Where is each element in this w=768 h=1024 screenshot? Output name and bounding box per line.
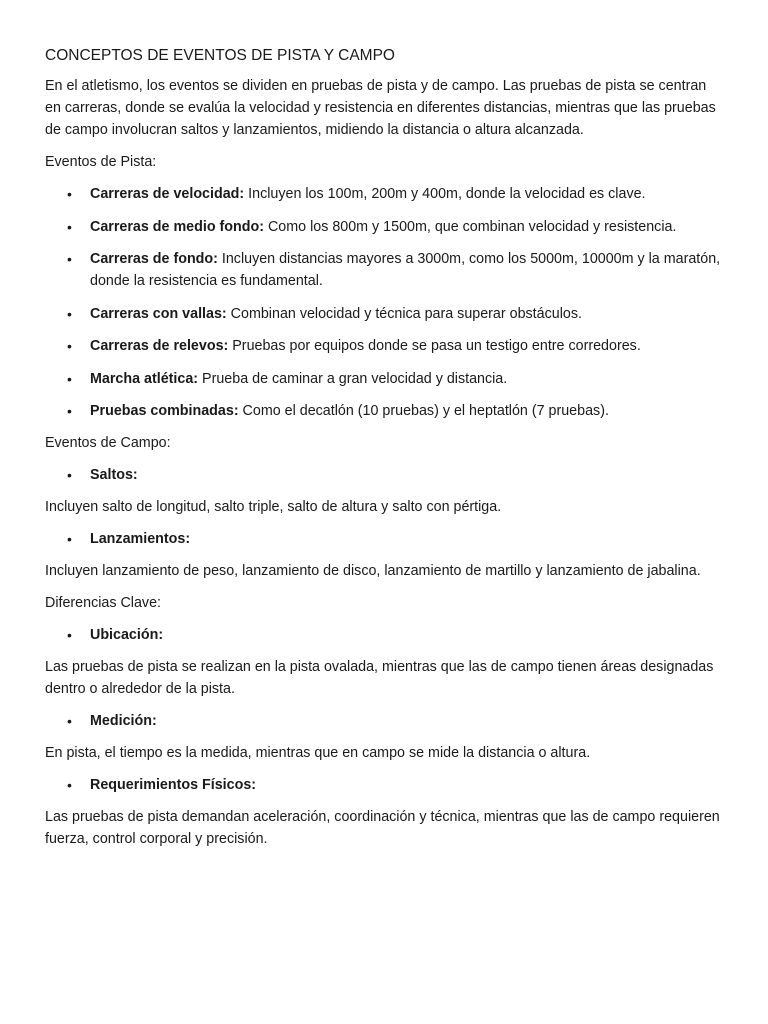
list-item <box>67 528 725 550</box>
bullet-icon: • <box>67 186 72 202</box>
field-item-paragraph: Incluyen salto de longitud, salto triple, salto de altura y salto con pértiga. <box>45 499 502 515</box>
list-item-text: Como los 800m y 1500m, que combinan velocidad y resistencia. <box>263 218 677 235</box>
bullet-icon: • <box>67 403 72 419</box>
list-item <box>67 464 725 486</box>
track-events-list <box>45 183 725 422</box>
differences-heading: Diferencias Clave: <box>45 595 162 611</box>
list-item <box>67 624 725 646</box>
differences-subheading-list <box>45 774 725 796</box>
bullet-icon: • <box>67 370 72 387</box>
field-events-heading: Eventos de Campo: <box>45 435 171 451</box>
bullet-icon: • <box>67 305 72 322</box>
list-item <box>67 710 725 732</box>
bullet-icon: • <box>67 627 72 643</box>
bullet-icon: • <box>67 531 72 547</box>
list-item <box>67 248 725 292</box>
differences-subheading-list <box>45 710 725 732</box>
list-item <box>67 774 725 796</box>
bullet-icon: • <box>67 777 72 793</box>
field-subheading-list <box>45 528 725 550</box>
differences-subheading-list <box>45 624 725 646</box>
document-page <box>45 46 725 860</box>
field-item-paragraph: Incluyen lanzamiento de peso, lanzamiento de disco, lanzamiento de martillo y lanzamiento de jabalina. <box>45 563 701 579</box>
list-item-term: Carreras con vallas: <box>90 305 227 322</box>
list-item-text: Combinan velocidad y técnica para superar obstáculos. <box>226 305 582 322</box>
list-item-term: Ubicación: <box>90 627 164 643</box>
list-item <box>67 400 725 422</box>
list-item-term: Requerimientos Físicos: <box>90 777 257 793</box>
list-item-term: Carreras de velocidad: <box>90 186 245 202</box>
list-item-text: Prueba de caminar a gran velocidad y distancia. <box>198 370 508 387</box>
list-item-term: Medición: <box>90 713 157 729</box>
track-events-heading: Eventos de Pista: <box>45 154 157 170</box>
intro-paragraph: En el atletismo, los eventos se dividen en pruebas de pista y de campo. Las pruebas de pista se centran en carreras, donde se evalúa la velocidad y resistencia en diferentes distancias, mientras que las pruebas de campo involucran saltos y lanzamientos, midiendo la distancia o altura alcanzada. <box>45 78 716 138</box>
list-item <box>67 216 725 238</box>
bullet-icon: • <box>67 251 72 267</box>
list-item-term: Carreras de medio fondo: <box>90 218 264 235</box>
bullet-icon: • <box>67 338 72 354</box>
list-item-term: Marcha atlética: <box>90 370 199 387</box>
difference-paragraph: Las pruebas de pista se realizan en la pista ovalada, mientras que las de campo tienen áreas designadas dentro o alrededor de la pista. <box>45 659 714 697</box>
list-item-text: Pruebas por equipos donde se pasa un testigo entre corredores. <box>228 338 641 354</box>
list-item-term: Lanzamientos: <box>90 531 191 547</box>
difference-paragraph: En pista, el tiempo es la medida, mientras que en campo se mide la distancia o altura. <box>45 745 591 761</box>
list-item <box>67 368 725 390</box>
document-title: CONCEPTOS DE EVENTOS DE PISTA Y CAMPO <box>45 47 395 64</box>
bullet-icon: • <box>67 713 72 729</box>
list-item <box>67 183 725 205</box>
list-item-term: Carreras de fondo: <box>90 251 218 267</box>
list-item <box>67 303 725 325</box>
list-item-term: Carreras de relevos: <box>90 338 229 354</box>
bullet-icon: • <box>67 467 72 483</box>
field-subheading-list <box>45 464 725 486</box>
difference-paragraph: Las pruebas de pista demandan aceleración, coordinación y técnica, mientras que las de campo requieren fuerza, control corporal y precisión. <box>45 809 720 847</box>
list-item-term: Saltos: <box>90 467 138 483</box>
list-item-text: Como el decatlón (10 pruebas) y el heptatlón (7 pruebas). <box>238 403 609 419</box>
list-item-text: Incluyen distancias mayores a 3000m, como los 5000m, 10000m y la maratón, donde la resistencia es fundamental. <box>90 251 721 289</box>
list-item <box>67 335 725 357</box>
list-item-term: Pruebas combinadas: <box>90 403 239 419</box>
bullet-icon: • <box>67 218 72 235</box>
list-item-text: Incluyen los 100m, 200m y 400m, donde la velocidad es clave. <box>244 186 646 202</box>
